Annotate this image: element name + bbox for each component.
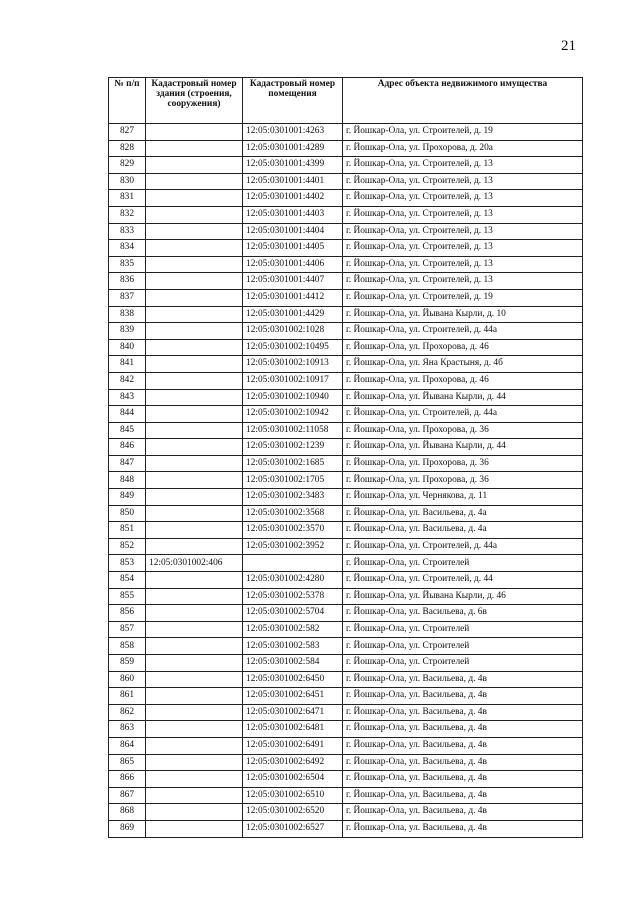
room-cadastral-cell: 12:05:0301002:10942 — [243, 406, 343, 423]
table-row — [109, 406, 583, 423]
address-cell: г. Йошкар-Ола, ул. Васильева, д. 4в — [343, 688, 583, 705]
address-cell: г. Йошкар-Ола, ул. Васильева, д. 4в — [343, 754, 583, 771]
address-cell: г. Йошкар-Ола, ул. Строителей — [343, 655, 583, 672]
address-cell: г. Йошкар-Ола, ул. Прохорова, д. 46 — [343, 372, 583, 389]
room-cadastral-cell: 12:05:0301002:6471 — [243, 704, 343, 721]
building-cadastral-cell — [146, 406, 243, 423]
row-number: 867 — [109, 787, 146, 804]
address-cell: г. Йошкар-Ола, ул. Васильева, д. 4в — [343, 771, 583, 788]
table-row — [109, 439, 583, 456]
row-number: 854 — [109, 572, 146, 589]
address-cell: г. Йошкар-Ола, ул. Строителей, д. 13 — [343, 256, 583, 273]
header-number: № п/п — [109, 78, 146, 124]
address-cell: г. Йошкар-Ола, ул. Строителей, д. 44а — [343, 323, 583, 340]
address-cell: г. Йошкар-Ола, ул. Васильева, д. 4в — [343, 704, 583, 721]
table-row — [109, 422, 583, 439]
building-cadastral-cell — [146, 671, 243, 688]
table-row — [109, 555, 583, 572]
row-number: 862 — [109, 704, 146, 721]
row-number: 860 — [109, 671, 146, 688]
building-cadastral-cell — [146, 339, 243, 356]
building-cadastral-cell — [146, 422, 243, 439]
row-number: 853 — [109, 555, 146, 572]
address-cell: г. Йошкар-Ола, ул. Строителей, д. 13 — [343, 190, 583, 207]
address-cell: г. Йошкар-Ола, ул. Васильева, д. 4в — [343, 804, 583, 821]
table-row — [109, 489, 583, 506]
table-row — [109, 372, 583, 389]
header-address: Адрес объекта недвижимого имущества — [343, 78, 583, 124]
room-cadastral-cell: 12:05:0301002:3570 — [243, 522, 343, 539]
table-row — [109, 754, 583, 771]
property-table — [108, 77, 583, 838]
table-row — [109, 804, 583, 821]
building-cadastral-cell — [146, 455, 243, 472]
row-number: 842 — [109, 372, 146, 389]
table-row — [109, 688, 583, 705]
address-cell: г. Йошкар-Ола, ул. Йывана Кырли, д. 10 — [343, 306, 583, 323]
address-cell: г. Йошкар-Ола, ул. Строителей, д. 13 — [343, 223, 583, 240]
room-cadastral-cell: 12:05:0301002:1705 — [243, 472, 343, 489]
address-cell: г. Йошкар-Ола, ул. Строителей — [343, 555, 583, 572]
room-cadastral-cell: 12:05:0301002:6451 — [243, 688, 343, 705]
table-row — [109, 157, 583, 174]
row-number: 832 — [109, 206, 146, 223]
row-number: 827 — [109, 124, 146, 141]
row-number: 850 — [109, 505, 146, 522]
row-number: 833 — [109, 223, 146, 240]
building-cadastral-cell — [146, 489, 243, 506]
address-cell: г. Йошкар-Ола, ул. Васильева, д. 4в — [343, 737, 583, 754]
building-cadastral-cell — [146, 754, 243, 771]
address-cell: г. Йошкар-Ола, ул. Васильева, д. 4в — [343, 787, 583, 804]
address-cell: г. Йошкар-Ола, ул. Васильева, д. 6в — [343, 605, 583, 622]
table-row — [109, 389, 583, 406]
building-cadastral-cell — [146, 638, 243, 655]
address-cell: г. Йошкар-Ола, ул. Строителей, д. 44а — [343, 538, 583, 555]
room-cadastral-cell: 12:05:0301001:4289 — [243, 140, 343, 157]
table-row — [109, 339, 583, 356]
room-cadastral-cell: 12:05:0301002:3483 — [243, 489, 343, 506]
table-row — [109, 472, 583, 489]
room-cadastral-cell: 12:05:0301001:4263 — [243, 124, 343, 141]
table-row — [109, 538, 583, 555]
row-number: 829 — [109, 157, 146, 174]
building-cadastral-cell — [146, 124, 243, 141]
room-cadastral-cell: 12:05:0301001:4429 — [243, 306, 343, 323]
table-row — [109, 721, 583, 738]
building-cadastral-cell — [146, 771, 243, 788]
row-number: 864 — [109, 737, 146, 754]
room-cadastral-cell: 12:05:0301001:4407 — [243, 273, 343, 290]
building-cadastral-cell — [146, 289, 243, 306]
room-cadastral-cell: 12:05:0301002:10940 — [243, 389, 343, 406]
room-cadastral-cell: 12:05:0301002:6481 — [243, 721, 343, 738]
table-body — [109, 124, 583, 838]
row-number: 838 — [109, 306, 146, 323]
row-number: 836 — [109, 273, 146, 290]
table-header — [109, 78, 583, 124]
room-cadastral-cell: 12:05:0301002:5704 — [243, 605, 343, 622]
table-row — [109, 522, 583, 539]
room-cadastral-cell: 12:05:0301002:10495 — [243, 339, 343, 356]
table-row — [109, 190, 583, 207]
row-number: 828 — [109, 140, 146, 157]
address-cell: г. Йошкар-Ола, ул. Строителей, д. 44а — [343, 406, 583, 423]
row-number: 840 — [109, 339, 146, 356]
row-number: 868 — [109, 804, 146, 821]
table-row — [109, 289, 583, 306]
building-cadastral-cell — [146, 173, 243, 190]
building-cadastral-cell — [146, 820, 243, 837]
table-row — [109, 605, 583, 622]
address-cell: г. Йошкар-Ола, ул. Строителей, д. 13 — [343, 240, 583, 257]
address-cell: г. Йошкар-Ола, ул. Строителей, д. 44 — [343, 572, 583, 589]
room-cadastral-cell: 12:05:0301002:3568 — [243, 505, 343, 522]
row-number: 869 — [109, 820, 146, 837]
building-cadastral-cell — [146, 439, 243, 456]
row-number: 837 — [109, 289, 146, 306]
building-cadastral-cell — [146, 223, 243, 240]
building-cadastral-cell — [146, 787, 243, 804]
row-number: 848 — [109, 472, 146, 489]
row-number: 859 — [109, 655, 146, 672]
row-number: 865 — [109, 754, 146, 771]
row-number: 861 — [109, 688, 146, 705]
address-cell: г. Йошкар-Ола, ул. Васильева, д. 4а — [343, 505, 583, 522]
row-number: 849 — [109, 489, 146, 506]
building-cadastral-cell — [146, 472, 243, 489]
header-building-cadastral: Кадастровый номер здания (строения, сооружения) — [146, 78, 243, 124]
table-row — [109, 306, 583, 323]
table-row — [109, 505, 583, 522]
building-cadastral-cell — [146, 605, 243, 622]
address-cell: г. Йошкар-Ола, ул. Строителей, д. 13 — [343, 173, 583, 190]
address-cell: г. Йошкар-Ола, ул. Васильева, д. 4в — [343, 820, 583, 837]
room-cadastral-cell: 12:05:0301002:6492 — [243, 754, 343, 771]
address-cell: г. Йошкар-Ола, ул. Прохорова, д. 36 — [343, 422, 583, 439]
row-number: 852 — [109, 538, 146, 555]
row-number: 830 — [109, 173, 146, 190]
row-number: 843 — [109, 389, 146, 406]
address-cell: г. Йошкар-Ола, ул. Васильева, д. 4а — [343, 522, 583, 539]
building-cadastral-cell — [146, 688, 243, 705]
row-number: 835 — [109, 256, 146, 273]
building-cadastral-cell — [146, 206, 243, 223]
room-cadastral-cell: 12:05:0301002:4280 — [243, 572, 343, 589]
table-row — [109, 671, 583, 688]
building-cadastral-cell — [146, 356, 243, 373]
address-cell: г. Йошкар-Ола, ул. Прохорова, д. 36 — [343, 472, 583, 489]
building-cadastral-cell — [146, 621, 243, 638]
address-cell: г. Йошкар-Ола, ул. Прохорова, д. 20а — [343, 140, 583, 157]
address-cell: г. Йошкар-Ола, ул. Строителей, д. 13 — [343, 273, 583, 290]
building-cadastral-cell — [146, 240, 243, 257]
room-cadastral-cell: 12:05:0301002:6491 — [243, 737, 343, 754]
address-cell: г. Йошкар-Ола, ул. Йывана Кырли, д. 44 — [343, 439, 583, 456]
address-cell: г. Йошкар-Ола, ул. Яна Крастыня, д. 4б — [343, 356, 583, 373]
building-cadastral-cell — [146, 256, 243, 273]
room-cadastral-cell: 12:05:0301002:6527 — [243, 820, 343, 837]
table-row — [109, 787, 583, 804]
room-cadastral-cell: 12:05:0301002:11058 — [243, 422, 343, 439]
address-cell: г. Йошкар-Ола, ул. Прохорова, д. 36 — [343, 455, 583, 472]
row-number: 831 — [109, 190, 146, 207]
building-cadastral-cell — [146, 588, 243, 605]
building-cadastral-cell — [146, 721, 243, 738]
room-cadastral-cell: 12:05:0301001:4403 — [243, 206, 343, 223]
address-cell: г. Йошкар-Ола, ул. Йывана Кырли, д. 46 — [343, 588, 583, 605]
building-cadastral-cell — [146, 372, 243, 389]
room-cadastral-cell: 12:05:0301001:4412 — [243, 289, 343, 306]
address-cell: г. Йошкар-Ола, ул. Строителей, д. 19 — [343, 124, 583, 141]
address-cell: г. Йошкар-Ола, ул. Строителей — [343, 638, 583, 655]
building-cadastral-cell — [146, 140, 243, 157]
building-cadastral-cell — [146, 737, 243, 754]
room-cadastral-cell: 12:05:0301002:6520 — [243, 804, 343, 821]
building-cadastral-cell — [146, 389, 243, 406]
room-cadastral-cell: 12:05:0301002:584 — [243, 655, 343, 672]
room-cadastral-cell: 12:05:0301002:10913 — [243, 356, 343, 373]
room-cadastral-cell: 12:05:0301002:1028 — [243, 323, 343, 340]
address-cell: г. Йошкар-Ола, ул. Строителей, д. 13 — [343, 157, 583, 174]
building-cadastral-cell — [146, 704, 243, 721]
building-cadastral-cell: 12:05:0301002:406 — [146, 555, 243, 572]
building-cadastral-cell — [146, 505, 243, 522]
table-row — [109, 704, 583, 721]
header-row — [109, 78, 583, 124]
row-number: 847 — [109, 455, 146, 472]
address-cell: г. Йошкар-Ола, ул. Строителей, д. 13 — [343, 206, 583, 223]
table-row — [109, 223, 583, 240]
table-row — [109, 173, 583, 190]
row-number: 834 — [109, 240, 146, 257]
row-number: 855 — [109, 588, 146, 605]
table-row — [109, 206, 583, 223]
table-row — [109, 356, 583, 373]
room-cadastral-cell: 12:05:0301001:4406 — [243, 256, 343, 273]
building-cadastral-cell — [146, 190, 243, 207]
room-cadastral-cell: 12:05:0301001:4402 — [243, 190, 343, 207]
table-row — [109, 638, 583, 655]
row-number: 863 — [109, 721, 146, 738]
address-cell: г. Йошкар-Ола, ул. Васильева, д. 4в — [343, 671, 583, 688]
room-cadastral-cell: 12:05:0301002:582 — [243, 621, 343, 638]
room-cadastral-cell: 12:05:0301002:583 — [243, 638, 343, 655]
room-cadastral-cell: 12:05:0301002:5378 — [243, 588, 343, 605]
building-cadastral-cell — [146, 273, 243, 290]
room-cadastral-cell: 12:05:0301002:6450 — [243, 671, 343, 688]
address-cell: г. Йошкар-Ола, ул. Чернякова, д. 11 — [343, 489, 583, 506]
room-cadastral-cell: 12:05:0301001:4399 — [243, 157, 343, 174]
row-number: 841 — [109, 356, 146, 373]
table-row — [109, 455, 583, 472]
table-row — [109, 323, 583, 340]
row-number: 866 — [109, 771, 146, 788]
address-cell: г. Йошкар-Ола, ул. Строителей, д. 19 — [343, 289, 583, 306]
row-number: 844 — [109, 406, 146, 423]
table-row — [109, 140, 583, 157]
table-row — [109, 572, 583, 589]
row-number: 839 — [109, 323, 146, 340]
room-cadastral-cell — [243, 555, 343, 572]
table-row — [109, 124, 583, 141]
row-number: 858 — [109, 638, 146, 655]
table-row — [109, 273, 583, 290]
room-cadastral-cell: 12:05:0301002:6504 — [243, 771, 343, 788]
room-cadastral-cell: 12:05:0301002:3952 — [243, 538, 343, 555]
building-cadastral-cell — [146, 306, 243, 323]
page-number: 21 — [561, 38, 576, 54]
table-row — [109, 820, 583, 837]
building-cadastral-cell — [146, 655, 243, 672]
table-row — [109, 621, 583, 638]
room-cadastral-cell: 12:05:0301001:4405 — [243, 240, 343, 257]
table-row — [109, 737, 583, 754]
address-cell: г. Йошкар-Ола, ул. Строителей — [343, 621, 583, 638]
row-number: 857 — [109, 621, 146, 638]
table-row — [109, 240, 583, 257]
building-cadastral-cell — [146, 522, 243, 539]
row-number: 851 — [109, 522, 146, 539]
room-cadastral-cell: 12:05:0301002:6510 — [243, 787, 343, 804]
room-cadastral-cell: 12:05:0301001:4401 — [243, 173, 343, 190]
table-row — [109, 256, 583, 273]
building-cadastral-cell — [146, 804, 243, 821]
building-cadastral-cell — [146, 323, 243, 340]
building-cadastral-cell — [146, 572, 243, 589]
room-cadastral-cell: 12:05:0301002:10917 — [243, 372, 343, 389]
room-cadastral-cell: 12:05:0301001:4404 — [243, 223, 343, 240]
table-row — [109, 588, 583, 605]
table-row — [109, 655, 583, 672]
header-room-cadastral: Кадастровый номер помещения — [243, 78, 343, 124]
address-cell: г. Йошкар-Ола, ул. Йывана Кырли, д. 44 — [343, 389, 583, 406]
building-cadastral-cell — [146, 538, 243, 555]
building-cadastral-cell — [146, 157, 243, 174]
room-cadastral-cell: 12:05:0301002:1239 — [243, 439, 343, 456]
row-number: 845 — [109, 422, 146, 439]
table-row — [109, 771, 583, 788]
address-cell: г. Йошкар-Ола, ул. Прохорова, д. 46 — [343, 339, 583, 356]
room-cadastral-cell: 12:05:0301002:1685 — [243, 455, 343, 472]
row-number: 846 — [109, 439, 146, 456]
row-number: 856 — [109, 605, 146, 622]
address-cell: г. Йошкар-Ола, ул. Васильева, д. 4в — [343, 721, 583, 738]
